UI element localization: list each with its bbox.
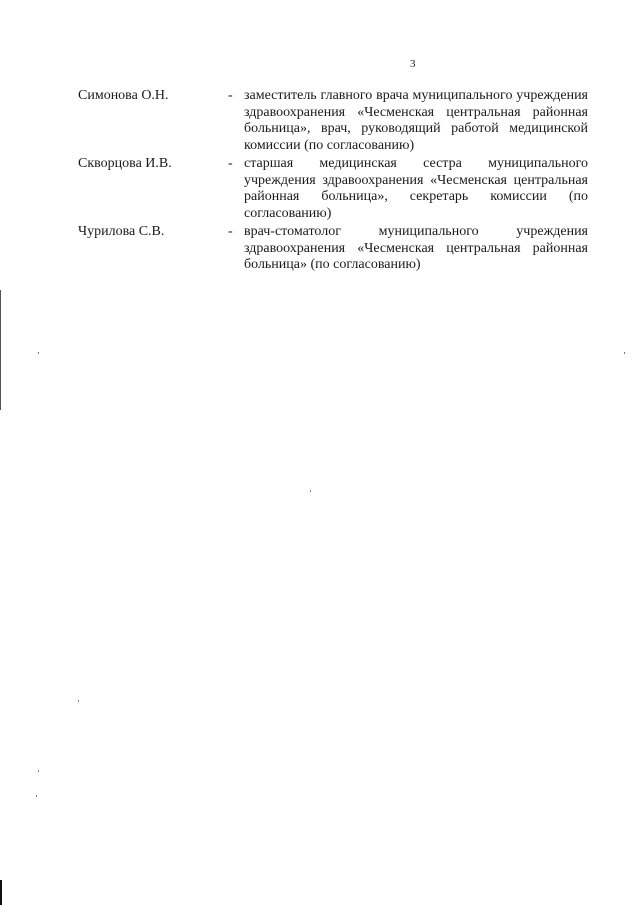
scan-edge-mark (0, 290, 1, 410)
member-role: заместитель главного врача муниципального учреждения здравоохранения «Чесменская центральная районная больница», врач, руководящий работой медицинской комиссии (по согласованию) (244, 88, 588, 153)
member-dash: - (228, 224, 233, 239)
page-number: 3 (410, 58, 416, 70)
scan-speck (36, 795, 37, 797)
member-dash: - (228, 156, 233, 171)
scan-speck (38, 352, 39, 354)
member-role: старшая медицинская сестра муниципального учреждения здравоохранения «Чесменская центральная районная больница», секретарь комиссии (по согласованию) (244, 156, 588, 221)
commission-members-list (78, 88, 588, 276)
member-role: врач-стоматолог муниципального учреждения здравоохранения «Чесменская центральная районная больница» (по согласованию) (244, 224, 588, 272)
scan-edge-mark (0, 880, 2, 905)
member-row (78, 88, 588, 154)
scan-speck (624, 352, 625, 354)
member-row (78, 156, 588, 222)
member-dash: - (228, 88, 233, 103)
member-name: Симонова О.Н. (78, 88, 169, 103)
member-name: Чурилова С.В. (78, 224, 165, 239)
member-name: Скворцова И.В. (78, 156, 172, 171)
member-row (78, 224, 588, 274)
scan-speck (38, 770, 39, 772)
scan-speck (310, 490, 311, 492)
scan-speck (78, 700, 79, 702)
